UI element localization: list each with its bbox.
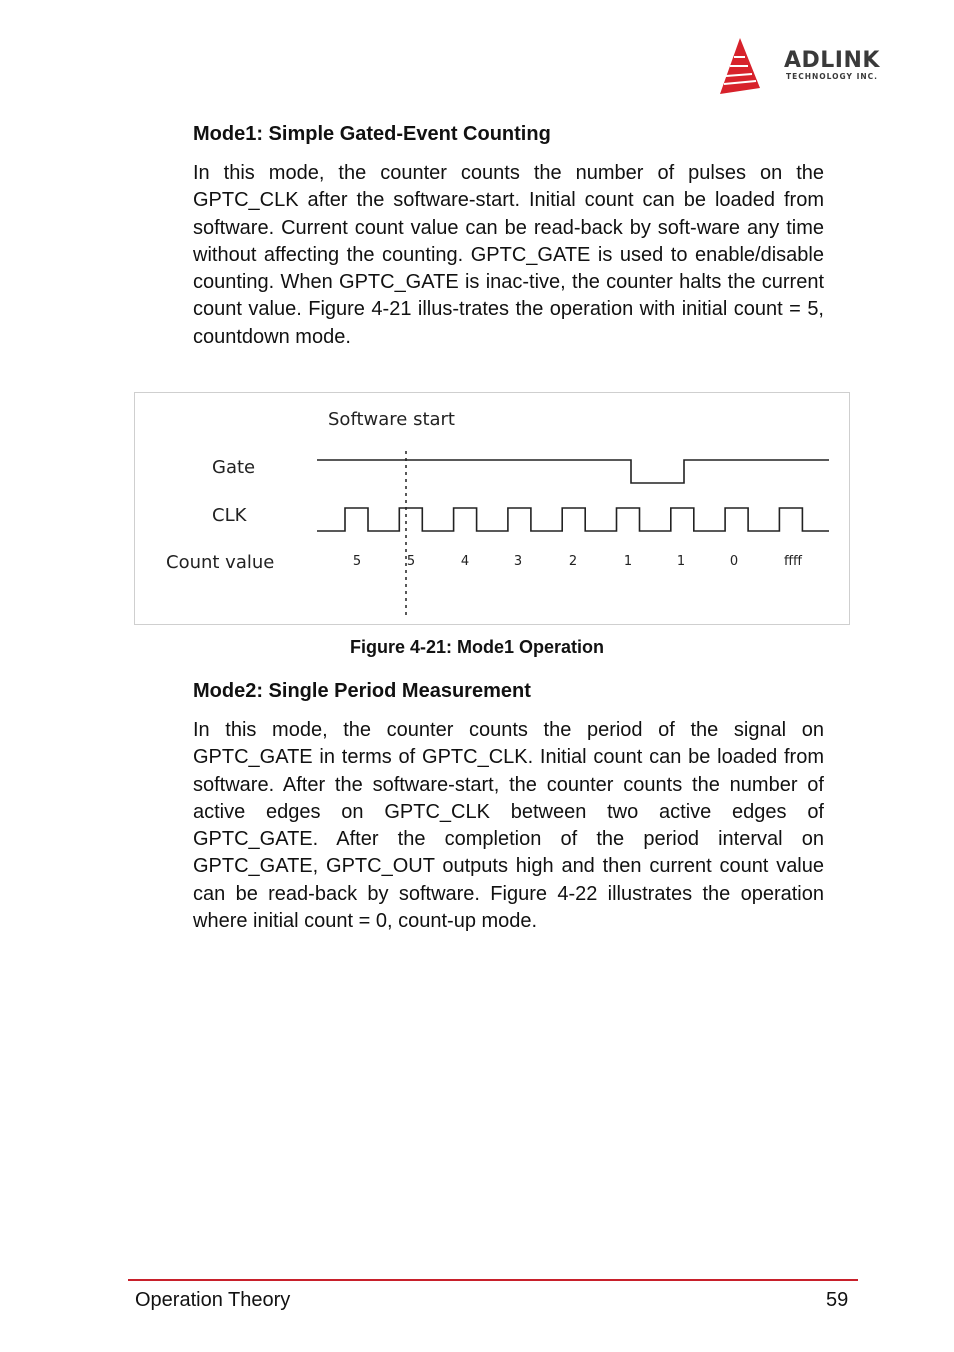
mode1-body: In this mode, the counter counts the number of pulses on the GPTC_CLK after the software-start. Initial count can be loaded from software. Current count value can be read-back by soft-ware any time without affecting the counting. GPTC_GATE is used to enable/disable counting. When GPTC_GATE is inac-tive, the counter halts the current count value. Figure 4-21 illus-trates the operation with initial count = 5, countdown mode. — [193, 162, 824, 348]
count-values — [353, 554, 803, 569]
mode2-body: In this mode, the counter counts the period of the signal on GPTC_GATE in terms of GPTC_CLK. Initial count can be loaded from software. After the software-start, the counter counts the number of active edges on GPTC_CLK between two active edges of GPTC_GATE. After the completion of the period interval on GPTC_GATE, GPTC_OUT outputs high and then current count value can be read-back by software. Figure 4-22 illustrates the operation where initial count = 0, count-up mode. — [193, 719, 824, 933]
gate-waveform — [317, 460, 829, 483]
figure-caption: Figure 4-21: Mode1 Operation — [349, 637, 605, 657]
mode2-heading: Mode2: Single Period Measurement — [193, 680, 531, 702]
page-number: 59 — [826, 1289, 849, 1311]
clk-waveform — [317, 508, 829, 531]
count-value: ffff — [784, 554, 802, 569]
footer-rule — [128, 1279, 858, 1281]
count-value: 4 — [460, 554, 470, 569]
count-value: 0 — [729, 554, 739, 569]
clk-label: CLK — [212, 505, 247, 526]
timing-diagram — [134, 392, 850, 625]
count-value-label: Count value — [166, 552, 275, 573]
count-value: 5 — [352, 554, 362, 569]
mode1-heading: Mode1: Simple Gated-Event Counting — [193, 123, 551, 145]
timing-diagram-svg — [135, 393, 849, 624]
count-value: 5 — [406, 554, 416, 569]
software-start-label: Software start — [328, 409, 455, 430]
gate-label: Gate — [212, 457, 256, 478]
logo-name: ADLINK — [784, 48, 880, 73]
count-value: 2 — [568, 554, 578, 569]
count-value: 3 — [513, 554, 523, 569]
footer-section-title: Operation Theory — [135, 1289, 291, 1311]
logo-subtitle: TECHNOLOGY INC. — [786, 72, 879, 81]
adlink-logo — [718, 36, 914, 100]
count-value: 1 — [623, 554, 633, 569]
count-value: 1 — [676, 554, 686, 569]
adlink-triangle-icon — [718, 36, 780, 98]
